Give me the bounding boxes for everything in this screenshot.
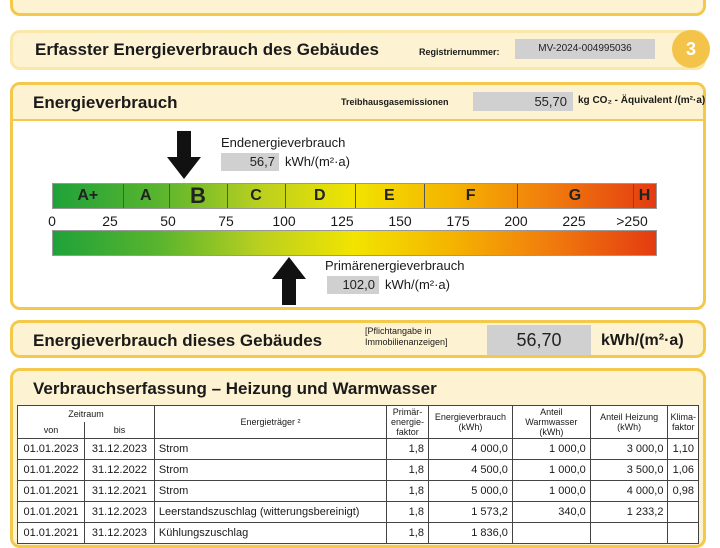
scale-tick-label: 0 [48, 213, 56, 229]
cell-factor: 1,8 [387, 502, 429, 523]
primary-energy-value: 102,0 [327, 276, 379, 294]
mandatory-note: [Pflichtangabe in Immobilienanzeigen] [365, 326, 448, 347]
registration-number: MV-2024-004995036 [515, 39, 655, 59]
primary-energy-arrow-icon [272, 257, 306, 305]
building-consumption-unit: kWh/(m²·a) [601, 332, 684, 349]
page-title: Erfasster Energieverbrauch des Gebäudes [35, 40, 379, 59]
class-label-c: C [250, 187, 262, 204]
class-label-h: H [638, 187, 651, 204]
cell-water: 1 000,0 [512, 460, 590, 481]
cell-factor: 1,8 [387, 523, 429, 544]
cell-water: 1 000,0 [512, 481, 590, 502]
cell-from: 01.01.2022 [18, 460, 85, 481]
header-panel [10, 30, 706, 70]
table-row [18, 439, 699, 460]
cell-to: 31.12.2021 [84, 481, 154, 502]
cell-carrier: Strom [154, 460, 386, 481]
cell-factor: 1,8 [387, 460, 429, 481]
class-label-b: B [190, 183, 206, 208]
class-divider [227, 184, 228, 208]
final-energy-arrow-icon [167, 131, 201, 179]
energy-title: Energieverbrauch [33, 93, 178, 112]
cell-heating: 1 233,2 [590, 502, 668, 523]
class-divider [123, 184, 124, 208]
cell-climate [668, 523, 699, 544]
cell-from: 01.01.2023 [18, 439, 85, 460]
class-divider [285, 184, 286, 208]
ghg-label: Treibhausgasemissionen [341, 97, 449, 107]
table-row [18, 481, 699, 502]
scale-tick-label: 50 [160, 213, 176, 229]
consumption-table [17, 405, 699, 544]
scale-tick-label: >250 [616, 213, 648, 229]
header-share-water: Anteil Warmwasser (kWh) [512, 406, 590, 439]
energy-panel [10, 82, 706, 310]
table-row [18, 523, 699, 544]
cell-heating: 3 000,0 [590, 439, 668, 460]
scale-tick-label: 125 [330, 213, 354, 229]
cell-carrier: Strom [154, 439, 386, 460]
cell-climate [668, 502, 699, 523]
scale-tick-label: 150 [388, 213, 412, 229]
class-label-a: A [140, 187, 152, 204]
header-consumption: Energieverbrauch (kWh) [428, 406, 512, 439]
energy-panel-header [13, 85, 706, 121]
class-label-e: E [384, 187, 395, 204]
class-divider [633, 184, 634, 208]
class-label-f: F [465, 187, 476, 204]
table-row [18, 502, 699, 523]
scale-tick-label: 25 [102, 213, 118, 229]
final-energy-unit: kWh/(m²·a) [285, 154, 350, 169]
cell-to: 31.12.2023 [84, 439, 154, 460]
cell-carrier: Strom [154, 481, 386, 502]
cell-heating: 3 500,0 [590, 460, 668, 481]
cell-climate: 0,98 [668, 481, 699, 502]
class-divider [169, 184, 170, 208]
ghg-value: 55,70 [473, 92, 573, 111]
scale-tick-label: 225 [562, 213, 586, 229]
building-consumption-panel [10, 320, 706, 358]
primary-energy-unit: kWh/(m²·a) [385, 277, 450, 292]
cell-consumption: 1 836,0 [428, 523, 512, 544]
header-share-heating: Anteil Heizung (kWh) [590, 406, 668, 439]
scale-tick-label: 75 [218, 213, 234, 229]
cell-to: 31.12.2023 [84, 502, 154, 523]
header-from: von [18, 422, 85, 439]
energy-scale-bar [52, 183, 657, 209]
energy-scale-bar-lower [52, 230, 657, 256]
cell-heating: 4 000,0 [590, 481, 668, 502]
cell-to: 31.12.2023 [84, 523, 154, 544]
building-consumption-title: Energieverbrauch dieses Gebäudes [33, 331, 323, 350]
class-divider [517, 184, 518, 208]
cell-consumption: 5 000,0 [428, 481, 512, 502]
cell-water: 340,0 [512, 502, 590, 523]
cell-carrier: Leerstandszuschlag (witterungsbereinigt) [154, 502, 386, 523]
cell-to: 31.12.2022 [84, 460, 154, 481]
final-energy-label: Endenergieverbrauch [221, 135, 346, 150]
cell-carrier: Kühlungszuschlag [154, 523, 386, 544]
cell-from: 01.01.2021 [18, 502, 85, 523]
class-divider [424, 184, 425, 208]
class-label-g: G [568, 187, 582, 204]
scale-tick-label: 175 [446, 213, 470, 229]
primary-energy-label: Primärenergieverbrauch [325, 258, 465, 273]
cell-from: 01.01.2021 [18, 523, 85, 544]
building-consumption-value: 56,70 [487, 325, 591, 355]
page-number-badge: 3 [672, 30, 710, 68]
cell-water: 1 000,0 [512, 439, 590, 460]
cell-water [512, 523, 590, 544]
header-climate-factor: Klima-faktor [668, 406, 699, 439]
cell-consumption: 1 573,2 [428, 502, 512, 523]
header-period: Zeitraum [18, 406, 155, 423]
header-carrier: Energieträger ² [154, 406, 386, 439]
cell-climate: 1,06 [668, 460, 699, 481]
consumption-table-panel [10, 368, 706, 548]
class-label-aplus: A+ [77, 187, 99, 204]
registration-label: Registriernummer: [419, 47, 500, 57]
table-title: Verbrauchserfassung – Heizung und Warmwasser [33, 379, 437, 398]
scale-tick-label: 200 [504, 213, 528, 229]
cell-heating [590, 523, 668, 544]
previous-section-panel [10, 0, 706, 16]
cell-factor: 1,8 [387, 439, 429, 460]
scale-tick-label: 100 [272, 213, 296, 229]
table-row [18, 460, 699, 481]
cell-from: 01.01.2021 [18, 481, 85, 502]
cell-climate: 1,10 [668, 439, 699, 460]
class-label-d: D [314, 187, 326, 204]
header-primary-factor: Primär-energie-faktor [387, 406, 429, 439]
cell-factor: 1,8 [387, 481, 429, 502]
class-divider [355, 184, 356, 208]
final-energy-value: 56,7 [221, 153, 279, 171]
cell-consumption: 4 000,0 [428, 439, 512, 460]
cell-consumption: 4 500,0 [428, 460, 512, 481]
header-to: bis [84, 422, 154, 439]
ghg-unit: kg CO₂ - Äquivalent /(m²·a) [578, 95, 706, 106]
